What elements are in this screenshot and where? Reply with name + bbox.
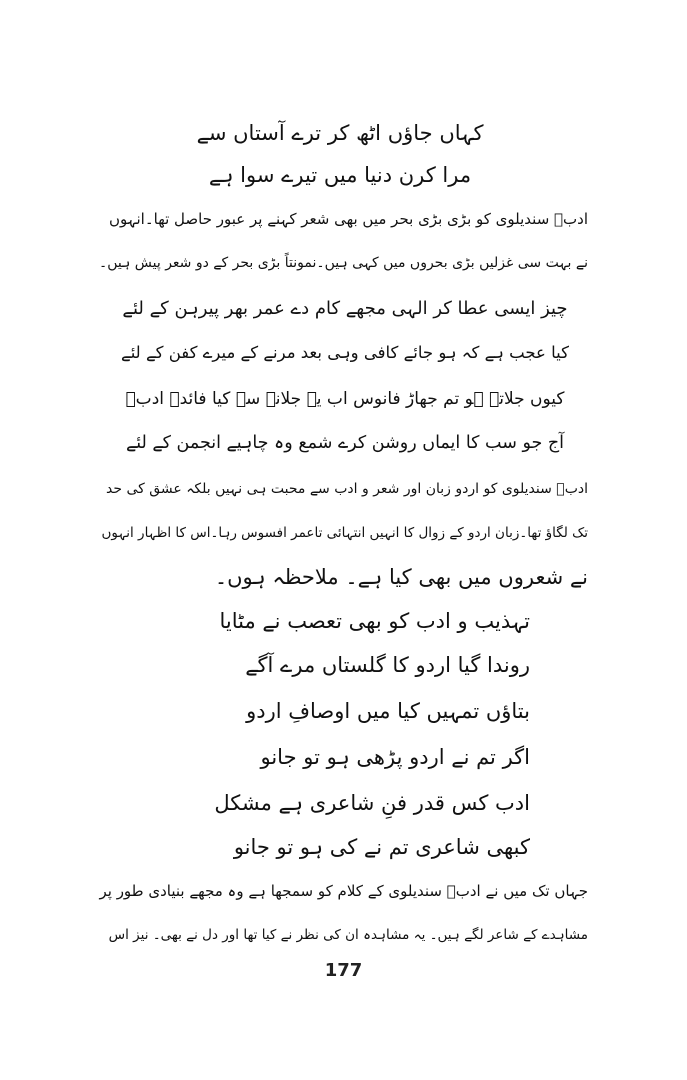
prose-line: تک لگاؤ تھا۔زبان اردو کے زوال کا انہیں انتہائی تاعمر افسوس رہا۔اس کا اظہار انہوں bbox=[101, 525, 588, 541]
verse-line: کہاں جاؤں اٹھ کر ترے آستاں سے bbox=[196, 121, 484, 145]
verse-line: بتاؤں تمہیں کیا میں اوصافِ اردو bbox=[246, 699, 530, 723]
verse-line: تہذیب و ادب کو بھی تعصب نے مٹایا bbox=[219, 609, 530, 633]
verse-line: مرا کرن دنیا میں تیرے سوا ہے bbox=[208, 163, 472, 187]
verse-line: روندا گیا اردو کا گلستاں مرے آگے bbox=[245, 653, 530, 677]
prose-line: ادبؔ سندیلوی کو بڑی بڑی بحر میں بھی شعر کہنے پر عبور حاصل تھا۔انہوں bbox=[108, 210, 588, 228]
prose-line: جہاں تک میں نے ادبؔ سندیلوی کے کلام کو سمجھا ہے وہ مجھے بنیادی طور پر bbox=[99, 882, 588, 900]
verse-line: ادب کس قدر فنِ شاعری ہے مشکل bbox=[214, 791, 530, 815]
verse-line: اگر تم نے اردو پڑھی ہو تو جانو bbox=[260, 745, 530, 769]
verse-line: کیوں جلاتے ہو تم جھاڑ فانوس اب یہ جلانے سے کیا فائدے ادبؔ bbox=[125, 389, 565, 409]
verse-line: آج جو سب کا ایماں روشن کرے شمع وہ چاہیے انجمن کے لئے bbox=[125, 433, 565, 453]
verse-line: کبھی شاعری تم نے کی ہو تو جانو bbox=[233, 835, 530, 859]
verse-line: چیز ایسی عطا کر الہی مجھے کام دے عمر بھر پیرہن کے لئے bbox=[122, 298, 568, 319]
prose-line: مشاہدے کے شاعر لگے ہیں۔ یہ مشاہدہ ان کی نظر نے کیا تھا اور دل نے بھی۔ نیز اس bbox=[108, 927, 588, 943]
prose-line: ادبؔ سندیلوی کو اردو زبان اور شعر و ادب سے محبت ہی نہیں بلکہ عشق کی حد bbox=[106, 481, 588, 497]
prose-line: نے بہت سی غزلیں بڑی بحروں میں کہی ہیں۔نمونتاً بڑی بحر کے دو شعر پیش ہیں۔ bbox=[99, 255, 588, 271]
verse-line: کیا عجب ہے کہ ہو جائے کافی وہی بعد مرنے کے میرے کفن کے لئے bbox=[121, 343, 569, 362]
prose-line: نے شعروں میں بھی کیا ہے۔ ملاحظہ ہوں۔ bbox=[214, 565, 588, 589]
page-number: 177 bbox=[324, 960, 363, 981]
